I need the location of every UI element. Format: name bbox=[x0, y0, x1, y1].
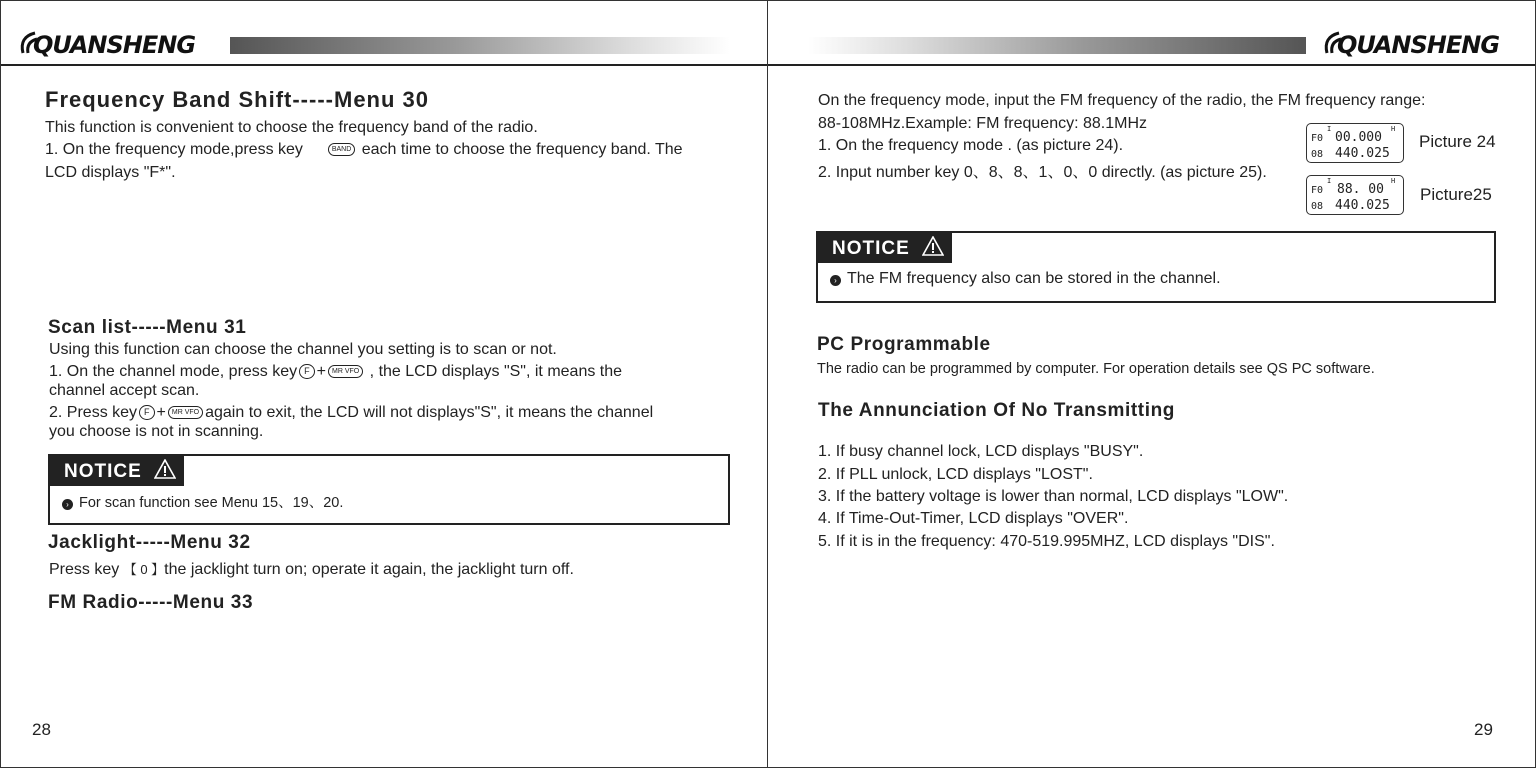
right-page bbox=[767, 0, 1536, 768]
quansheng-logo-left bbox=[15, 29, 225, 63]
scan-list-intro: Using this function can choose the channel you setting is to scan or not. bbox=[49, 341, 557, 358]
fm-radio-title: FM Radio-----Menu 33 bbox=[48, 592, 254, 613]
annunciation-item: 3. If the battery voltage is lower than normal, LCD displays "LOW". bbox=[818, 488, 1289, 505]
scan-step1-a: 1. On the channel mode, press key bbox=[49, 363, 298, 380]
bullet-arrow-icon-right: › bbox=[830, 275, 841, 286]
page-number-right: 29 bbox=[1474, 720, 1493, 739]
picture-24-label: Picture 24 bbox=[1419, 132, 1496, 151]
logo-wordmark: QUANSHENG bbox=[33, 31, 196, 59]
page-number-left: 28 bbox=[32, 720, 51, 739]
lcd-picture-24 bbox=[1306, 123, 1404, 163]
plus-sign: + bbox=[316, 363, 326, 380]
band-shift-title: Frequency Band Shift-----Menu 30 bbox=[45, 87, 430, 112]
annunciation-item: 1. If busy channel lock, LCD displays "BUSY". bbox=[818, 443, 1144, 460]
fm-step2: 2. Input number key 0、8、8、1、0、0 directly. (as picture 25). bbox=[818, 164, 1267, 181]
notice-label-right bbox=[818, 233, 952, 263]
fm-intro-line1: On the frequency mode, input the FM frequency of the radio, the FM frequency range: bbox=[818, 92, 1426, 109]
fm-notice-text: The FM frequency also can be stored in the channel. bbox=[847, 270, 1221, 287]
lcd24-line1: 00.000 bbox=[1335, 130, 1382, 145]
jacklight-title: Jacklight-----Menu 32 bbox=[48, 532, 251, 553]
header-rule bbox=[1, 64, 767, 66]
logo-wordmark-right: QUANSHENG bbox=[1337, 31, 1500, 59]
header-rule-right bbox=[768, 64, 1535, 66]
mr-vfo-key-icon-2: MR VFO bbox=[168, 406, 203, 419]
jacklight-text-a: Press key bbox=[49, 561, 120, 578]
f-key-icon-2: F bbox=[139, 405, 155, 420]
lcd-h-mark-2: H bbox=[1391, 177, 1396, 185]
pc-programmable-title: PC Programmable bbox=[817, 334, 991, 355]
notice-label-text: NOTICE bbox=[64, 461, 142, 482]
lcd-tick-mark-2: I bbox=[1327, 177, 1332, 185]
band-shift-step1 bbox=[45, 141, 683, 159]
scan-list-step2 bbox=[49, 404, 653, 422]
annunciation-title: The Annunciation Of No Transmitting bbox=[818, 400, 1176, 421]
lcd24-line2-prefix: 08 bbox=[1311, 149, 1324, 160]
scan-step1-b: , the LCD displays "S", it means the bbox=[369, 363, 623, 380]
scan-notice-text-row bbox=[62, 491, 343, 512]
lcd-tick-mark: I bbox=[1327, 125, 1332, 133]
band-key-icon: BAND bbox=[328, 143, 355, 156]
lcd24-line2: 440.025 bbox=[1335, 146, 1390, 161]
fm-intro-line2: 88-108MHz.Example: FM frequency: 88.1MHz bbox=[818, 115, 1148, 132]
band-shift-step1-a: 1. On the frequency mode,press key bbox=[45, 141, 303, 158]
scan-notice-box bbox=[48, 454, 730, 525]
lcd25-line2-prefix: 08 bbox=[1311, 201, 1324, 212]
fm-notice-text-row bbox=[830, 270, 1221, 288]
band-shift-step1-c: LCD displays "F*". bbox=[45, 164, 176, 181]
band-shift-step1-b: each time to choose the frequency band. The bbox=[361, 141, 683, 158]
zero-key-icon: 【 0 】 bbox=[123, 562, 165, 577]
bullet-arrow-icon: › bbox=[62, 499, 73, 510]
band-shift-intro: This function is convenient to choose the frequency band of the radio. bbox=[45, 119, 538, 136]
warning-icon bbox=[154, 459, 176, 479]
annunciation-item: 5. If it is in the frequency: 470-519.995MHZ, LCD displays "DIS". bbox=[818, 533, 1275, 550]
plus-sign-2: + bbox=[156, 404, 166, 421]
lcd24-line1-prefix: F0 bbox=[1311, 133, 1324, 144]
jacklight-text bbox=[49, 559, 574, 579]
header-gradient-bar bbox=[230, 37, 730, 54]
warning-icon-right bbox=[922, 236, 944, 256]
scan-step2-a: 2. Press key bbox=[49, 404, 138, 421]
scan-step2-c: you choose is not in scanning. bbox=[49, 423, 264, 440]
notice-label bbox=[50, 456, 184, 486]
header-gradient-bar-right bbox=[808, 37, 1306, 54]
jacklight-text-b: the jacklight turn on; operate it again, the jacklight turn off. bbox=[164, 561, 574, 578]
scan-step1-c: channel accept scan. bbox=[49, 382, 200, 399]
lcd-h-mark: H bbox=[1391, 125, 1396, 133]
mr-vfo-key-icon: MR VFO bbox=[328, 365, 363, 378]
picture-25-label: Picture25 bbox=[1420, 185, 1492, 204]
annunciation-item: 2. If PLL unlock, LCD displays "LOST". bbox=[818, 466, 1093, 483]
notice-label-right-text: NOTICE bbox=[832, 238, 910, 259]
pc-programmable-text: The radio can be programmed by computer. For operation details see QS PC software. bbox=[817, 361, 1375, 377]
scan-notice-text: For scan function see Menu 15、19、20. bbox=[79, 495, 344, 511]
annunciation-item: 4. If Time-Out-Timer, LCD displays "OVER". bbox=[818, 510, 1129, 527]
lcd25-line1-prefix: F0 bbox=[1311, 185, 1324, 196]
scan-list-step1 bbox=[49, 363, 622, 381]
lcd25-line2: 440.025 bbox=[1335, 198, 1390, 213]
quansheng-logo-right bbox=[1319, 29, 1529, 63]
fm-step1: 1. On the frequency mode . (as picture 24). bbox=[818, 137, 1124, 154]
f-key-icon: F bbox=[299, 364, 315, 379]
lcd25-line1: 88. 00 bbox=[1337, 182, 1384, 197]
fm-notice-box bbox=[816, 231, 1496, 303]
scan-step2-b: again to exit, the LCD will not displays"S", it means the channel bbox=[205, 404, 654, 421]
scan-list-title: Scan list-----Menu 31 bbox=[48, 317, 247, 338]
lcd-picture-25 bbox=[1306, 175, 1404, 215]
